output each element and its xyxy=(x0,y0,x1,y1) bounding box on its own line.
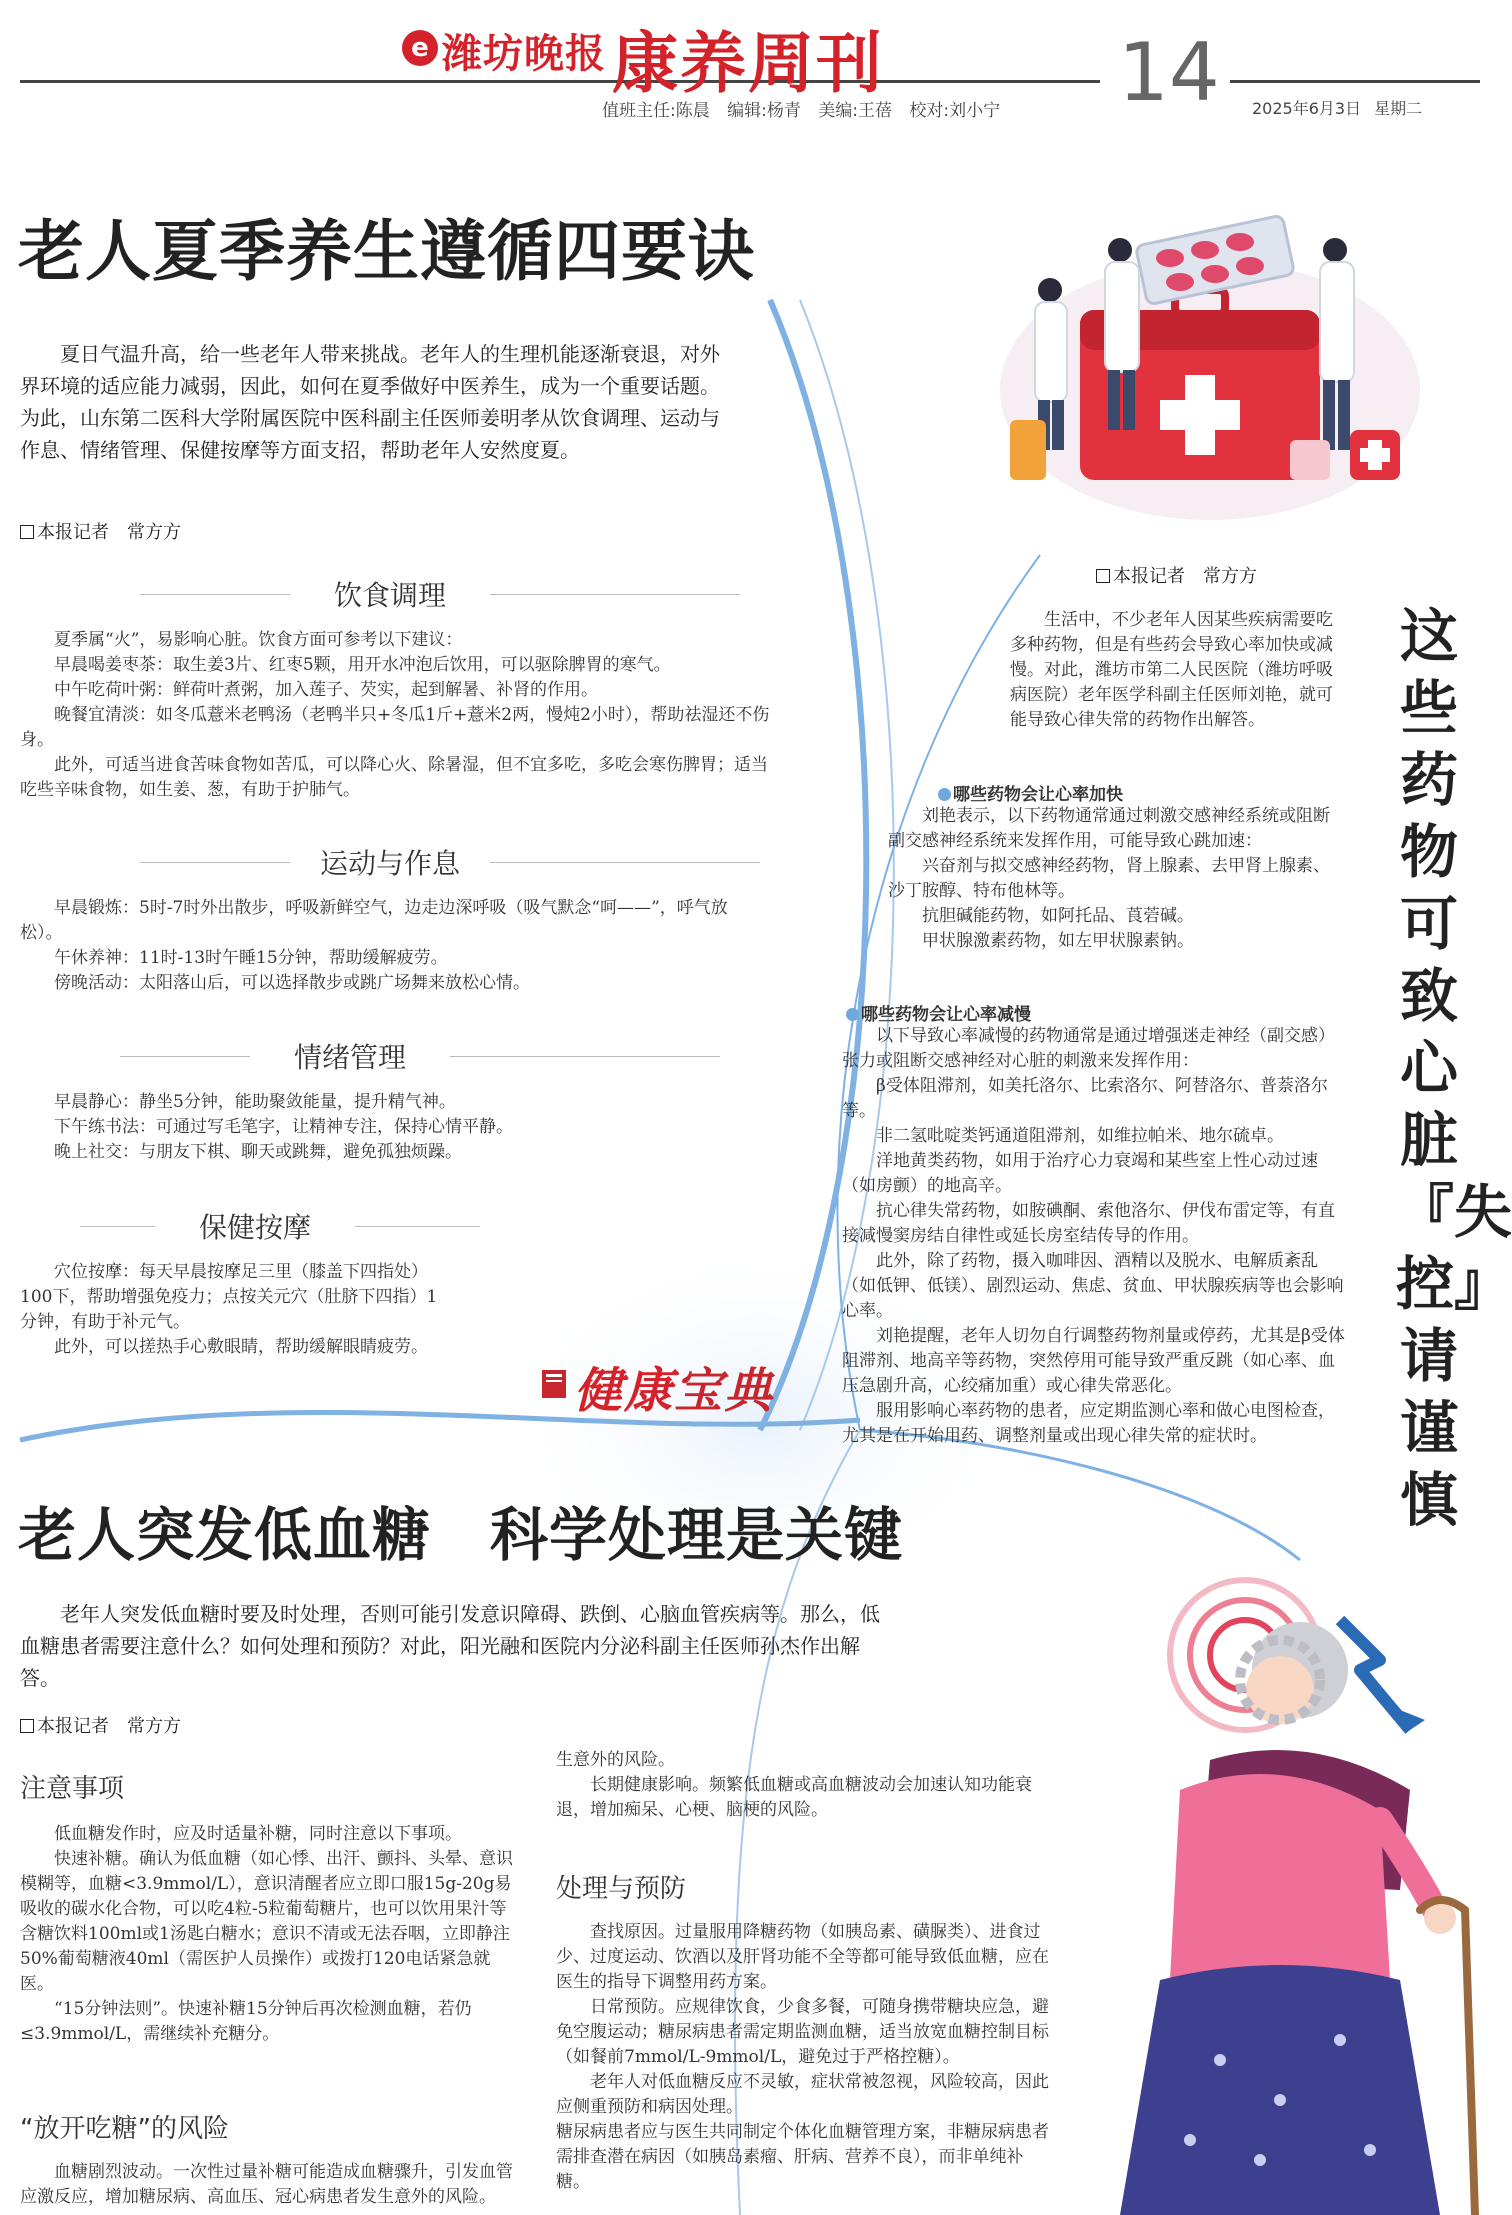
article3-title: 这些药物可致心脏『失控』请谨慎 xyxy=(1396,602,1512,1534)
paragraph: 中午吃荷叶粥：鲜荷叶煮粥，加入莲子、芡实，起到解暑、补肾的作用。 xyxy=(54,680,598,700)
paragraph: 此外，可以搓热手心敷眼睛，帮助缓解眼睛疲劳。 xyxy=(54,1337,428,1357)
paper-name: 潍坊晚报 xyxy=(442,31,606,77)
paragraph: 兴奋剂与拟交感神经药物，肾上腺素、去甲肾上腺素、沙丁胺醇、特布他林等。 xyxy=(888,856,1330,901)
section-body xyxy=(20,628,780,803)
paragraph: 服用影响心率药物的患者，应定期监测心率和做心电图检查，尤其是在开始用药、调整剂量或出现心律失常的症状时。 xyxy=(842,1401,1335,1446)
paragraph: 甲状腺激素药物，如左甲状腺素钠。 xyxy=(922,931,1194,951)
section-body xyxy=(556,1920,1056,2195)
paragraph: 抗胆碱能药物，如阿托品、莨菪碱。 xyxy=(922,906,1194,926)
section-body xyxy=(556,1748,1056,1823)
section-heading: 情绪管理 xyxy=(250,1036,450,1076)
medical-staff-illustration xyxy=(990,190,1430,530)
page-number: 14 xyxy=(1118,26,1220,119)
paragraph: 抗心律失常药物，如胺碘酮、索他洛尔、伊伐布雷定等，有直接减慢窦房结自律性或延长房室结传导的作用。 xyxy=(842,1201,1335,1246)
paragraph: 刘艳表示，以下药物通常通过刺激交感神经系统或阻断副交感神经系统来发挥作用，可能导致心跳加速： xyxy=(888,806,1330,851)
paragraph: 晚餐宜清淡：如冬瓜薏米老鸭汤（老鸭半只+冬瓜1斤+薏米2两，慢炖2小时），帮助祛湿还不伤身。 xyxy=(20,705,770,750)
paragraph: 查找原因。过量服用降糖药物（如胰岛素、磺脲类）、进食过少、过度运动、饮酒以及肝肾功能不全等都可能导致低血糖，应在医生的指导下调整用药方案。 xyxy=(556,1922,1049,1992)
article1-title: 老人夏季养生遵循四要诀 xyxy=(18,213,755,290)
staff-line: 值班主任:陈晨 编辑:杨青 美编:王蓓 校对:刘小宁 xyxy=(602,101,1001,121)
section-heading: 保健按摩 xyxy=(155,1206,355,1246)
date-line: 2025年6月3日 星期二 xyxy=(1252,99,1423,118)
section-body xyxy=(20,2160,520,2215)
column-badge-part1: 健康 xyxy=(574,1363,675,1419)
article3-byline: 本报记者 常方方 xyxy=(1096,562,1257,588)
paragraph: 早晨喝姜枣茶：取生姜3片、红枣5颗，用开水冲泡后饮用，可以驱除脾胃的寒气。 xyxy=(54,655,671,675)
paragraph: 夏季属“火”，易影响心脏。饮食方面可参考以下建议： xyxy=(54,630,463,650)
paragraph: 早晨锻炼：5时-7时外出散步，呼吸新鲜空气，边走边深呼吸（吸气默念“呵——”，呼气放松）。 xyxy=(20,898,728,943)
paragraph: 晚上社交：与朋友下棋、聊天或跳舞，避免孤独烦躁。 xyxy=(54,1142,462,1162)
section-name: 康养周刊 xyxy=(612,24,884,102)
article3-lead xyxy=(1010,608,1346,733)
paragraph: 下午练书法：可通过写毛笔字，让精神专注，保持心情平静。 xyxy=(54,1117,513,1137)
section-body xyxy=(20,1090,740,1165)
paragraph: “15分钟法则”。快速补糖15分钟后再次检测血糖，若仍≤3.9mmol/L，需继续补充糖分。 xyxy=(20,1999,472,2044)
article1-byline: 本报记者 常方方 xyxy=(20,518,181,544)
paragraph: β受体阻滞剂，如美托洛尔、比索洛尔、阿替洛尔、普萘洛尔等。 xyxy=(842,1076,1328,1121)
subheading: 哪些药物会让心率加快 xyxy=(938,780,1123,805)
elderly-woman-illustration xyxy=(1080,1560,1500,2215)
paragraph: 午休养神：11时-13时午睡15分钟，帮助缓解疲劳。 xyxy=(54,948,448,968)
book-icon xyxy=(540,1366,570,1400)
paragraph: 日常预防。应规律饮食，少食多餐，可随身携带糖块应急，避免空腹运动；糖尿病患者需定期监测血糖，适当放宽血糖控制目标（如餐前7mmol/L-9mmol/L，避免过于严格控糖）。 xyxy=(556,1997,1049,2067)
section-body xyxy=(842,1024,1346,1449)
article1-lead: 夏日气温升高，给一些老年人带来挑战。老年人的生理机能逐渐衰退，对外界环境的适应能力减弱，因此，如何在夏季做好中医养生，成为一个重要话题。为此，山东第二医科大学附属医院中医科副主任医师姜明孝从饮食调理、运动与作息、情绪管理、保健按摩等方面支招，帮助老年人安然度夏。 xyxy=(20,342,720,462)
paragraph: 傍晚活动：太阳落山后，可以选择散步或跳广场舞来放松心情。 xyxy=(54,973,530,993)
paragraph: 血糖剧烈波动。一次性过量补糖可能造成血糖骤升，引发血管应激反应，增加糖尿病、高血压、冠心病患者发生意外的风险。 xyxy=(20,2162,513,2207)
paragraph: 此外，除了药物，摄入咖啡因、酒精以及脱水、电解质紊乱（如低钾、低镁）、剧烈运动、焦虑、贫血、甲状腺疾病等也会影响心率。 xyxy=(842,1251,1344,1321)
paragraph: 穴位按摩：每天早晨按摩足三里（膝盖下四指处）100下，帮助增强免疫力；点按关元穴（肚脐下四指）1分钟，有助于补元气。 xyxy=(20,1262,438,1332)
article2-lead: 老年人突发低血糖时要及时处理，否则可能引发意识障碍、跌倒、心脑血管疾病等。那么，低血糖患者需要注意什么？如何处理和预防？对此，阳光融和医院内分泌科副主任医师孙杰作出解答。 xyxy=(20,1602,880,1690)
section-heading: 运动与作息 xyxy=(290,842,490,882)
article2-title: 老人突发低血糖 科学处理是关键 xyxy=(18,1501,904,1569)
section-heading: 处理与预防 xyxy=(556,1874,687,1904)
paragraph: 早晨静心：静坐5分钟，能助聚敛能量，提升精气神。 xyxy=(54,1092,456,1112)
column-badge xyxy=(574,1352,774,1421)
paragraph: 洋地黄类药物，如用于治疗心力衰竭和某些室上性心动过速（如房颤）的地高辛。 xyxy=(842,1151,1318,1196)
paragraph: 快速补糖。确认为低血糖（如心悸、出汗、颤抖、头晕、意识模糊等，血糖<3.9mmol/L），意识清醒者应立即口服15g-20g易吸收的碳水化合物，可以吃4粒-5粒葡萄糖片，也可以饮用果汁等含糖饮料100ml或1汤匙白糖水；意识不清或无法吞咽，立即静注50%葡萄糖液40ml（需医护人员操作）或拨打120电话紧急就医。 xyxy=(20,1849,513,1994)
section-heading: “放开吃糖”的风险 xyxy=(20,2114,229,2144)
paragraph: 非二氢吡啶类钙通道阻滞剂，如维拉帕米、地尔硫卓。 xyxy=(876,1126,1284,1146)
section-heading: 饮食调理 xyxy=(290,574,490,614)
section-body xyxy=(888,804,1346,954)
paragraph: 糖尿病患者应与医生共同制定个体化血糖管理方案，非糖尿病患者需排查潜在病因（如胰岛素瘤、肝病、营养不良），而非单纯补糖。 xyxy=(556,2122,1049,2192)
paragraph: 长期健康影响。频繁低血糖或高血糖波动会加速认知功能衰退，增加痴呆、心梗、脑梗的风险。 xyxy=(556,1775,1032,1820)
paragraph: 刘艳提醒，老年人切勿自行调整药物剂量或停药，尤其是β受体阻滞剂、地高辛等药物，突然停用可能导致严重反跳（如心率、血压急剧升高，心绞痛加重）或心律失常恶化。 xyxy=(842,1326,1345,1396)
column-badge-part2: 宝典 xyxy=(674,1363,775,1419)
article2-byline: 本报记者 常方方 xyxy=(20,1712,181,1738)
paragraph: 低血糖发作时，应及时适量补糖，同时注意以下事项。 xyxy=(54,1824,462,1844)
section-heading: 注意事项 xyxy=(20,1774,125,1804)
paragraph: 老年人对低血糖反应不灵敏，症状常被忽视，风险较高，因此应侧重预防和病因处理。 xyxy=(556,2072,1049,2117)
section-body xyxy=(20,1260,450,1360)
paragraph: 生意外的风险。 xyxy=(556,1750,675,1770)
subheading: 哪些药物会让心率减慢 xyxy=(846,1000,1031,1025)
paper-logo-icon: e xyxy=(402,30,438,66)
paragraph: 以下导致心率减慢的药物通常是通过增强迷走神经（副交感）张力或阻断交感神经对心脏的刺激来发挥作用： xyxy=(842,1026,1335,1071)
paragraph: 生活中，不少老年人因某些疾病需要吃多种药物，但是有些药会导致心率加快或减慢。对此，潍坊市第二人民医院（潍坊呼吸病医院）老年医学科副主任医师刘艳，就可能导致心律失常的药物作出解答。 xyxy=(1010,610,1333,730)
section-body xyxy=(20,896,770,996)
paragraph: 此外，可适当进食苦味食物如苦瓜，可以降心火、除暑湿，但不宜多吃，多吃会寒伤脾胃；适当吃些辛味食物，如生姜、葱，有助于护肺气。 xyxy=(20,755,768,800)
section-body xyxy=(20,1822,520,2047)
